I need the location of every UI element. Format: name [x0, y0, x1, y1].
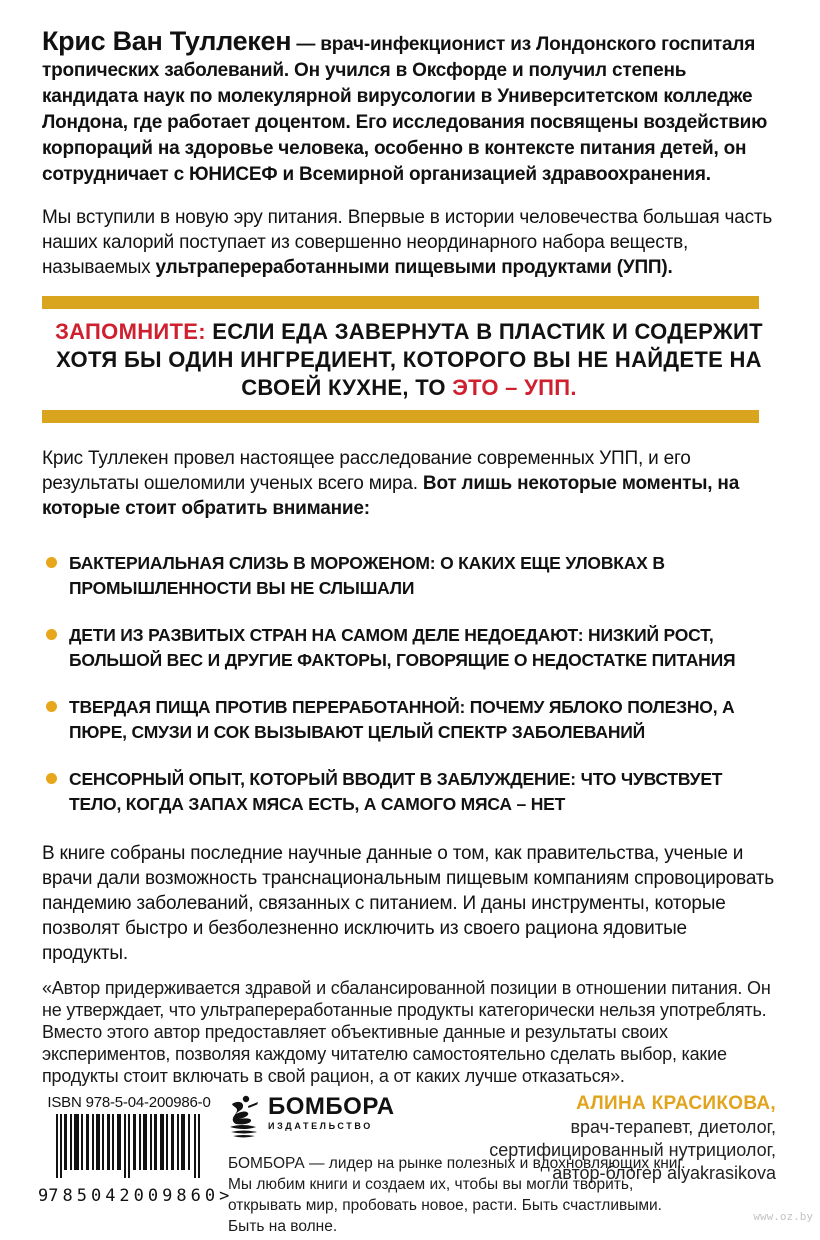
barcode-group-1: 785042 [48, 1186, 134, 1206]
bullet-text: БАКТЕРИАЛЬНАЯ СЛИЗЬ В МОРОЖЕНОМ: О КАКИХ ЕЩЕ УЛОВКАХ В ПРОМЫШЛЕННОСТИ ВЫ НЕ СЛЫШАЛИ [69, 553, 665, 598]
author-name: Крис Ван Туллекен [42, 26, 292, 56]
list-item [46, 551, 776, 601]
investigation-bold-text: Вот лишь некоторые моменты, на которые стоит обратить внимание: [42, 473, 740, 519]
new-era-bold-text: ультрапереработанными пищевыми продуктами (УПП). [155, 257, 673, 278]
publisher-tagline: ИЗДАТЕЛЬСТВО [268, 1121, 373, 1131]
reminder-body-black: ЕСЛИ ЕДА ЗАВЕРНУТА В ПЛАСТИК И СОДЕРЖИТ ХОТЯ БЫ ОДИН ИНГРЕДИЕНТ, КОТОРОГО ВЫ НЕ НАЙДЕТЕ НА СВОЕЙ КУХНЕ, ТО [56, 319, 763, 400]
isbn-barcode-block [38, 1094, 230, 1206]
author-bio: — врач-инфекционист из Лондонского госпиталя тропических заболеваний. Он учился в Оксфорде и получил степень кандидата наук по молекулярной вирусологии в Университетском колледже Лондона, где работает доцентом. Его исследования посвящены воздействию корпораций на здоровье человека, особенно в контексте питания детей, он сотрудничает с ЮНИСЕФ и Всемирной организацией здравоохранения. [42, 34, 768, 185]
list-item [46, 623, 776, 673]
reviewer-title: автор-блогер alyakrasikova [552, 1163, 776, 1183]
investigation-text: Крис Туллекен провел настоящее расследование современных УПП, и его результаты ошеломили ученых всего мира. [42, 448, 691, 494]
bullet-text: ТВЕРДАЯ ПИЩА ПРОТИВ ПЕРЕРАБОТАННОЙ: ПОЧЕМУ ЯБЛОКО ПОЛЕЗНО, А ПЮРЕ, СМУЗИ И СОК ВЫЗЫВАЮТ ЦЕЛЫЙ СПЕКТР ЗАБОЛЕВАНИЙ [69, 697, 735, 742]
reminder-banner [42, 296, 776, 423]
author-intro-paragraph [42, 28, 776, 188]
watermark: www.oz.by [753, 1210, 813, 1223]
book-summary-paragraph: В книге собраны последние научные данные о том, как правительства, ученые и врачи дали возможность транснациональным пищевым компаниям спровоцировать пандемию заболеваний, связанных с питанием. И даны инструменты, которые позволят быстро и безболезненно исключить из своего рациона ядовитые продукты. [42, 843, 774, 964]
reviewer-name: АЛИНА КРАСИКОВА, [576, 1093, 776, 1114]
isbn-label: ISBN 978-5-04-200986-0 [47, 1094, 211, 1111]
bullet-dot-icon [46, 629, 57, 640]
bullet-dot-icon [46, 701, 57, 712]
list-item [46, 767, 776, 817]
gold-bar-top [42, 296, 759, 309]
reviewer-title: сертифицированный нутрициолог, [489, 1140, 776, 1160]
bullet-dot-icon [46, 773, 57, 784]
reviewer-title: врач-терапевт, диетолог, [570, 1117, 776, 1137]
new-era-text: Мы вступили в новую эру питания. Впервые в истории человечества большая часть наших калорий поступает из совершенно неординарного набора веществ, называемых [42, 207, 773, 278]
bullet-text: ДЕТИ ИЗ РАЗВИТЫХ СТРАН НА САМОМ ДЕЛЕ НЕДОЕДАЮТ: НИЗКИЙ РОСТ, БОЛЬШОЙ ВЕС И ДРУГИЕ ФАКТОРЫ, ГОВОРЯЩИЕ О НЕДОСТАТКЕ ПИТАНИЯ [69, 625, 736, 670]
investigation-paragraph [42, 446, 776, 521]
reminder-text [42, 309, 776, 410]
highlights-list [42, 551, 776, 817]
barcode-digits [38, 1186, 230, 1206]
publisher-block [228, 1094, 728, 1237]
reminder-lead-red: ЗАПОМНИТЕ: [55, 319, 206, 344]
barcode-left-digit: 9 [38, 1186, 49, 1206]
reviewer-quote: «Автор придерживается здравой и сбалансированной позиции в отношении питания. Он не утверждает, что ультрапереработанные продукты категорически нельзя употреблять. Вместо этого автор предоставляет объективные данные и результаты своих экспериментов, позволяя каждому читателю самостоятельно сделать выбор, какие продукты стоит включать в свой рацион, а от каких лучше отказаться». [42, 978, 771, 1086]
reminder-tail-red: ЭТО – УПП. [452, 375, 577, 400]
publisher-name: БОМБОРА [268, 1093, 395, 1120]
bombora-diver-icon [228, 1094, 260, 1140]
bullet-text: СЕНСОРНЫЙ ОПЫТ, КОТОРЫЙ ВВОДИТ В ЗАБЛУЖДЕНИЕ: ЧТО ЧУВСТВУЕТ ТЕЛО, КОГДА ЗАПАХ МЯСА ЕСТЬ, А САМОГО МЯСА – НЕТ [69, 769, 723, 814]
gold-bar-bottom [42, 410, 759, 423]
bullet-dot-icon [46, 557, 57, 568]
new-era-paragraph [42, 205, 776, 280]
publisher-description: БОМБОРА — лидер на рынке полезных и вдохновляющих книг. Мы любим книги и создаем их, чтобы вы могли творить, открывать мир, пробовать новое, расти. Быть счастливыми. Быть на волне. [228, 1155, 686, 1235]
barcode-group-2: 009860 [133, 1186, 220, 1206]
publisher-logo [228, 1094, 728, 1140]
publisher-logo-text [268, 1094, 395, 1131]
list-item [46, 695, 776, 745]
barcode-image [44, 1114, 214, 1180]
barcode-arrow: > [219, 1186, 230, 1206]
